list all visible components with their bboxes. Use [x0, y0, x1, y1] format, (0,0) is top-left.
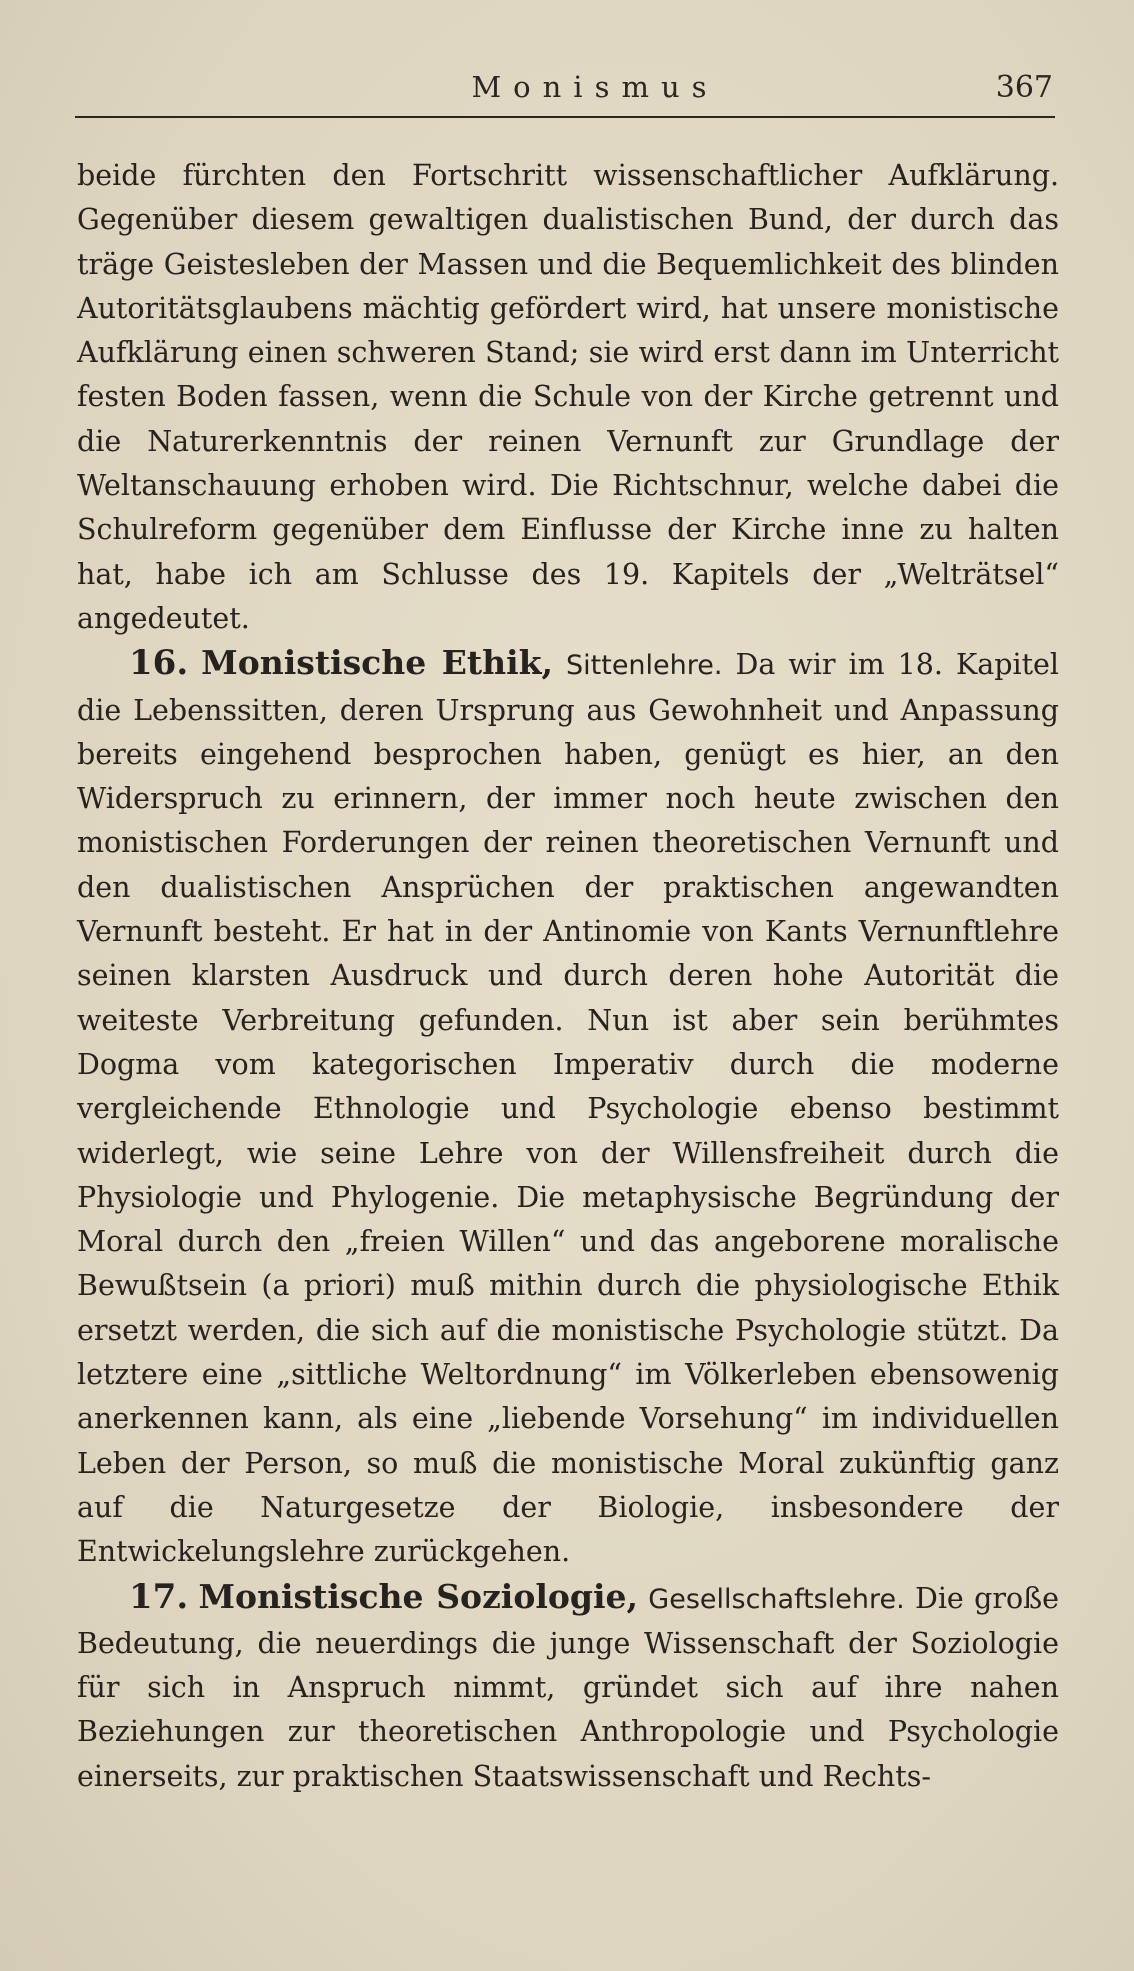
body-text	[77, 154, 1059, 1799]
section-16-heading: Monistische Ethik,	[201, 643, 553, 683]
section-17-text: Die große Bedeutung, die neuerdings die junge Wissenschaft der Soziologie für sich in Anspruch nimmt, gründet sich auf ihre nahen Beziehungen zur theoretischen Anthropologie und Psychologie einerseits, zur praktischen Staatswissenschaft und Rechts-	[77, 1581, 1060, 1793]
paragraph-1-text: beide fürchten den Fortschritt wissenschaftlicher Aufklärung. Gegenüber diesem gewaltigen dualistischen Bund, der durch das träge Geistesleben der Massen und die Bequemlichkeit des blinden Autoritätsglaubens mächtig gefördert wird, hat unsere monistische Aufklärung einen schweren Stand; sie wird erst dann im Unterricht festen Boden fassen, wenn die Schule von der Kirche getrennt und die Naturerkenntnis der reinen Vernunft zur Grundlage der Weltanschauung erhoben wird. Die Richtschnur, welche dabei die Schulreform gegenüber dem Einflusse der Kirche inne zu halten hat, habe ich am Schlusse des 19. Kapitels der „Welträtsel“ angedeutet.	[77, 159, 1059, 635]
page-number: 367	[995, 70, 1053, 105]
paragraph-1	[77, 154, 1059, 641]
section-17-heading: Monistische Soziologie,	[198, 1576, 638, 1616]
page-header	[75, 68, 1055, 118]
section-16-subheading: Sittenlehre.	[566, 650, 723, 682]
section-16-text: Da wir im 18. Kapitel die Lebenssitten, deren Ursprung aus Gewohnheit und Anpassung bereits eingehend besprochen haben, genügt es hier, an den Widerspruch zu erinnern, der immer noch heute zwischen den monistischen Forderungen der reinen theoretischen Vernunft und den dualistischen Ansprüchen der praktischen angewandten Vernunft besteht. Er hat in der Antinomie von Kants Vernunftlehre seinen klarsten Ausdruck und durch deren hohe Autorität die weiteste Verbreitung gefunden. Nun ist aber sein berühmtes Dogma vom kategorischen Imperativ durch die moderne vergleichende Ethnologie und Psychologie ebenso bestimmt widerlegt, wie seine Lehre von der Willensfreiheit durch die Physiologie und Phylogenie. Die metaphysische Begründung der Moral durch den „freien Willen“ und das angeborene moralische Bewußtsein (a priori) muß mithin durch die physiologische Ethik ersetzt werden, die sich auf die monistische Psychologie stützt. Da letztere eine „sittliche Weltordnung“ im Völkerleben ebensowenig anerkennen kann, als eine „liebende Vorsehung“ im individuellen Leben der Person, so muß die monistische Moral zukünftig ganz auf die Naturgesetze der Biologie, insbesondere der Entwickelungslehre zurückgehen.	[77, 648, 1060, 1569]
section-17-number: 17.	[129, 1576, 189, 1617]
section-17	[77, 1575, 1059, 1799]
section-17-subheading: Gesellschaftslehre.	[648, 1583, 905, 1615]
section-16	[77, 641, 1059, 1574]
section-16-number: 16.	[129, 643, 189, 684]
running-title: Monismus	[471, 70, 719, 104]
